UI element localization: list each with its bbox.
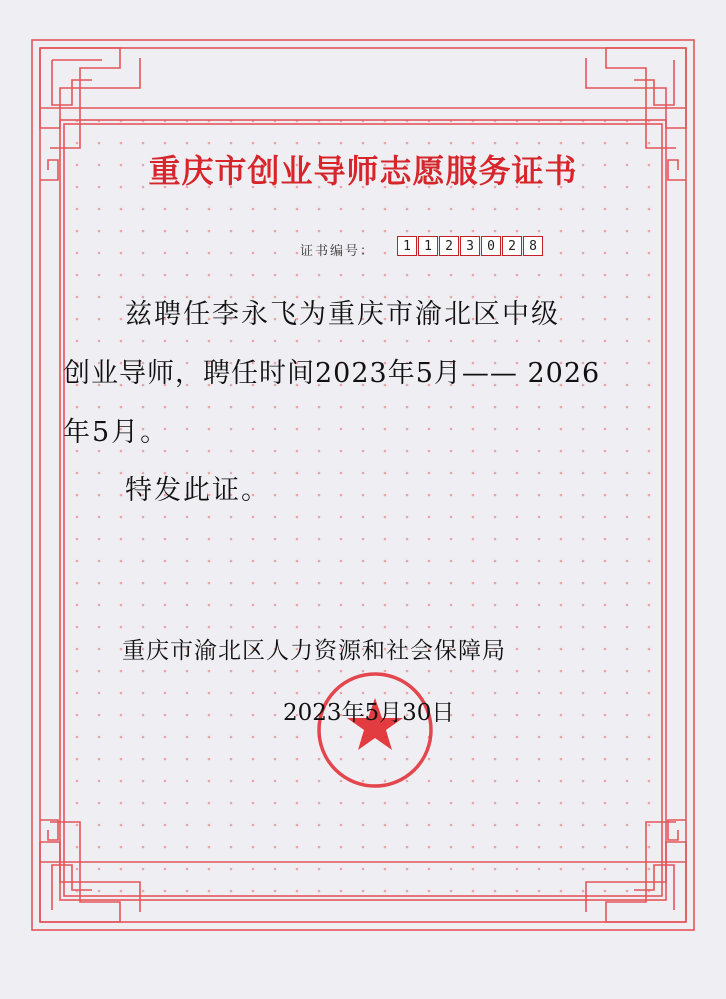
certificate-digit: 2: [502, 236, 522, 256]
issuer-name: 重庆市渝北区人力资源和社会保障局: [122, 638, 506, 664]
body-line-term-end: 年5月。: [63, 417, 170, 448]
certificate-digit: 3: [460, 236, 480, 256]
certificate-digit: 1: [397, 236, 417, 256]
certificate-title: 重庆市创业导师志愿服务证书: [148, 152, 578, 190]
certificate-digit: 1: [418, 236, 438, 256]
certificate-number: [397, 236, 543, 256]
issue-date: 2023年5月30日: [283, 700, 455, 726]
certificate-number-label: 证书编号：: [300, 244, 376, 259]
body-line-closing: 特发此证。: [125, 475, 270, 506]
body-line-term: 创业导师，聘任时间2023年5月—— 2026: [63, 358, 601, 389]
body-line-appointment: 兹聘任李永飞为重庆市渝北区中级: [125, 299, 560, 330]
certificate-digit: 2: [439, 236, 459, 256]
certificate-digit: 0: [481, 236, 501, 256]
certificate-digit: 8: [523, 236, 543, 256]
